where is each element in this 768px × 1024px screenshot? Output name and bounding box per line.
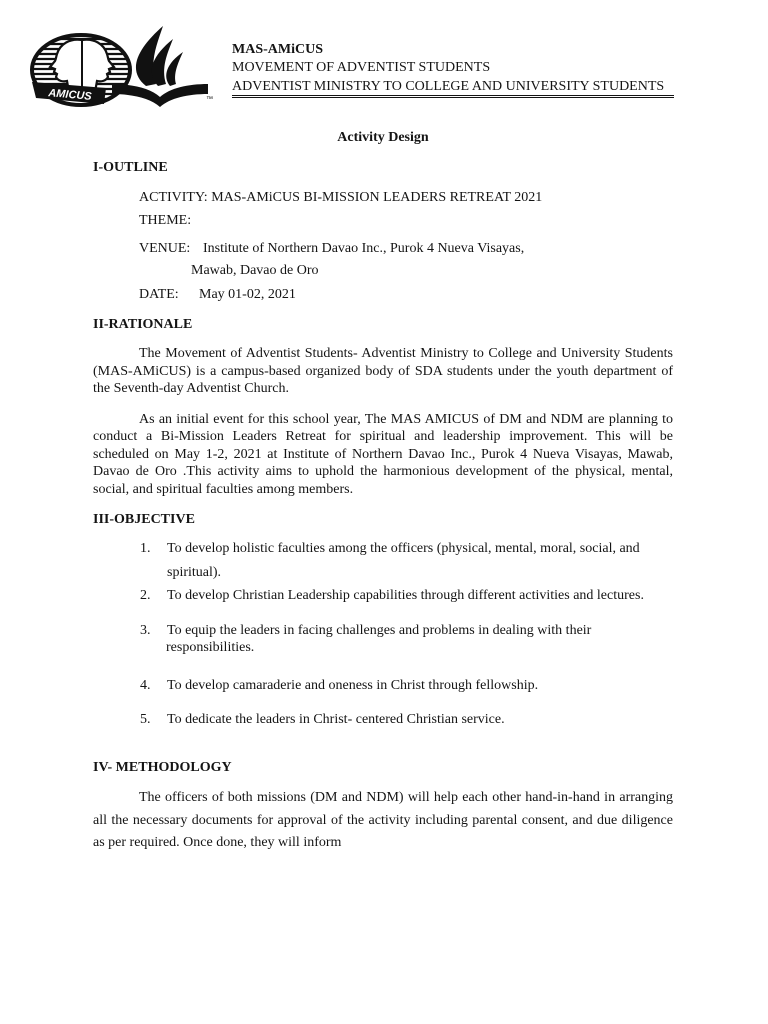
paragraph-line: the Seventh-day Adventist Church.	[93, 381, 289, 396]
paragraph-line: The Movement of Adventist Students- Adventist Ministry to College and University Students	[139, 346, 673, 361]
outline-heading: I-OUTLINE	[93, 160, 168, 175]
theme-label: THEME:	[139, 213, 192, 228]
list-item-continuation: responsibilities.	[166, 640, 255, 655]
paragraph-line: all the necessary documents for approval of the activity including parental consent, and due diligence	[93, 813, 673, 828]
date-value: May 01-02, 2021	[199, 287, 296, 302]
venue-line-1: Institute of Northern Davao Inc., Purok 4 Nueva Visayas,	[203, 241, 525, 256]
paragraph-line: as per required. Once done, they will inform	[93, 835, 342, 850]
date-label: DATE:	[139, 287, 179, 302]
paragraph-line: The officers of both missions (DM and NDM) will help each other hand-in-hand in arranging	[139, 790, 673, 805]
paragraph-line: conduct a Bi-Mission Leaders Retreat for spiritual and leadership improvement. This will be	[93, 429, 673, 444]
header-double-rule	[232, 95, 674, 98]
org-line-2: ADVENTIST MINISTRY TO COLLEGE AND UNIVERSITY STUDENTS	[232, 79, 665, 94]
list-item-continuation: spiritual).	[167, 565, 222, 580]
list-item-number: 2.	[140, 588, 151, 603]
list-item-number: 3.	[140, 623, 151, 638]
venue-label: VENUE:	[139, 241, 191, 256]
amicus-logo-text: AMICUS	[47, 87, 93, 103]
book-icon	[112, 84, 160, 107]
list-item: To develop Christian Leadership capabilities through different activities and lectures.	[167, 588, 644, 603]
activity-label: ACTIVITY:	[139, 190, 208, 205]
paragraph-line: scheduled on May 1-2, 2021 at Institute of Northern Davao Inc., Purok 4 Nueva Visayas, Mawab,	[93, 447, 673, 462]
list-item: To equip the leaders in facing challenges and problems in dealing with their	[167, 623, 592, 638]
venue-line-2: Mawab, Davao de Oro	[191, 263, 319, 278]
activity-line	[139, 189, 542, 207]
activity-value: MAS-AMiCUS BI-MISSION LEADERS RETREAT 2021	[211, 190, 543, 205]
rationale-heading: II-RATIONALE	[93, 317, 193, 332]
amicus-logo	[28, 35, 134, 105]
trademark-mark: ™	[206, 96, 213, 103]
list-item: To develop holistic faculties among the officers (physical, mental, moral, social, and	[167, 541, 640, 556]
list-item-number: 5.	[140, 712, 151, 727]
flame-stroke-3	[166, 52, 183, 86]
objective-heading: III-OBJECTIVE	[93, 512, 195, 527]
header-logos	[0, 0, 230, 115]
list-item: To develop camaraderie and oneness in Christ through fellowship.	[167, 678, 539, 693]
paragraph-line: social, and spiritual faculties among members.	[93, 482, 354, 497]
list-item-number: 4.	[140, 678, 151, 693]
list-item-number: 1.	[140, 541, 151, 556]
org-short-name: MAS-AMiCUS	[232, 42, 323, 57]
org-line-1: MOVEMENT OF ADVENTIST STUDENTS	[232, 60, 491, 75]
methodology-heading: IV- METHODOLOGY	[93, 760, 232, 775]
paragraph-line: Davao de Oro .This activity aims to uphold the harmonious development of the physical, mental,	[93, 464, 673, 479]
list-item: To dedicate the leaders in Christ- centered Christian service.	[167, 712, 505, 727]
paragraph-line: (MAS-AMiCUS) is a campus-based organized body of SDA students under the youth department of	[93, 364, 673, 379]
paragraph-line: As an initial event for this school year, The MAS AMICUS of DM and NDM are planning to	[139, 412, 673, 427]
document-title: Activity Design	[337, 130, 429, 145]
book-right-page	[160, 84, 208, 107]
